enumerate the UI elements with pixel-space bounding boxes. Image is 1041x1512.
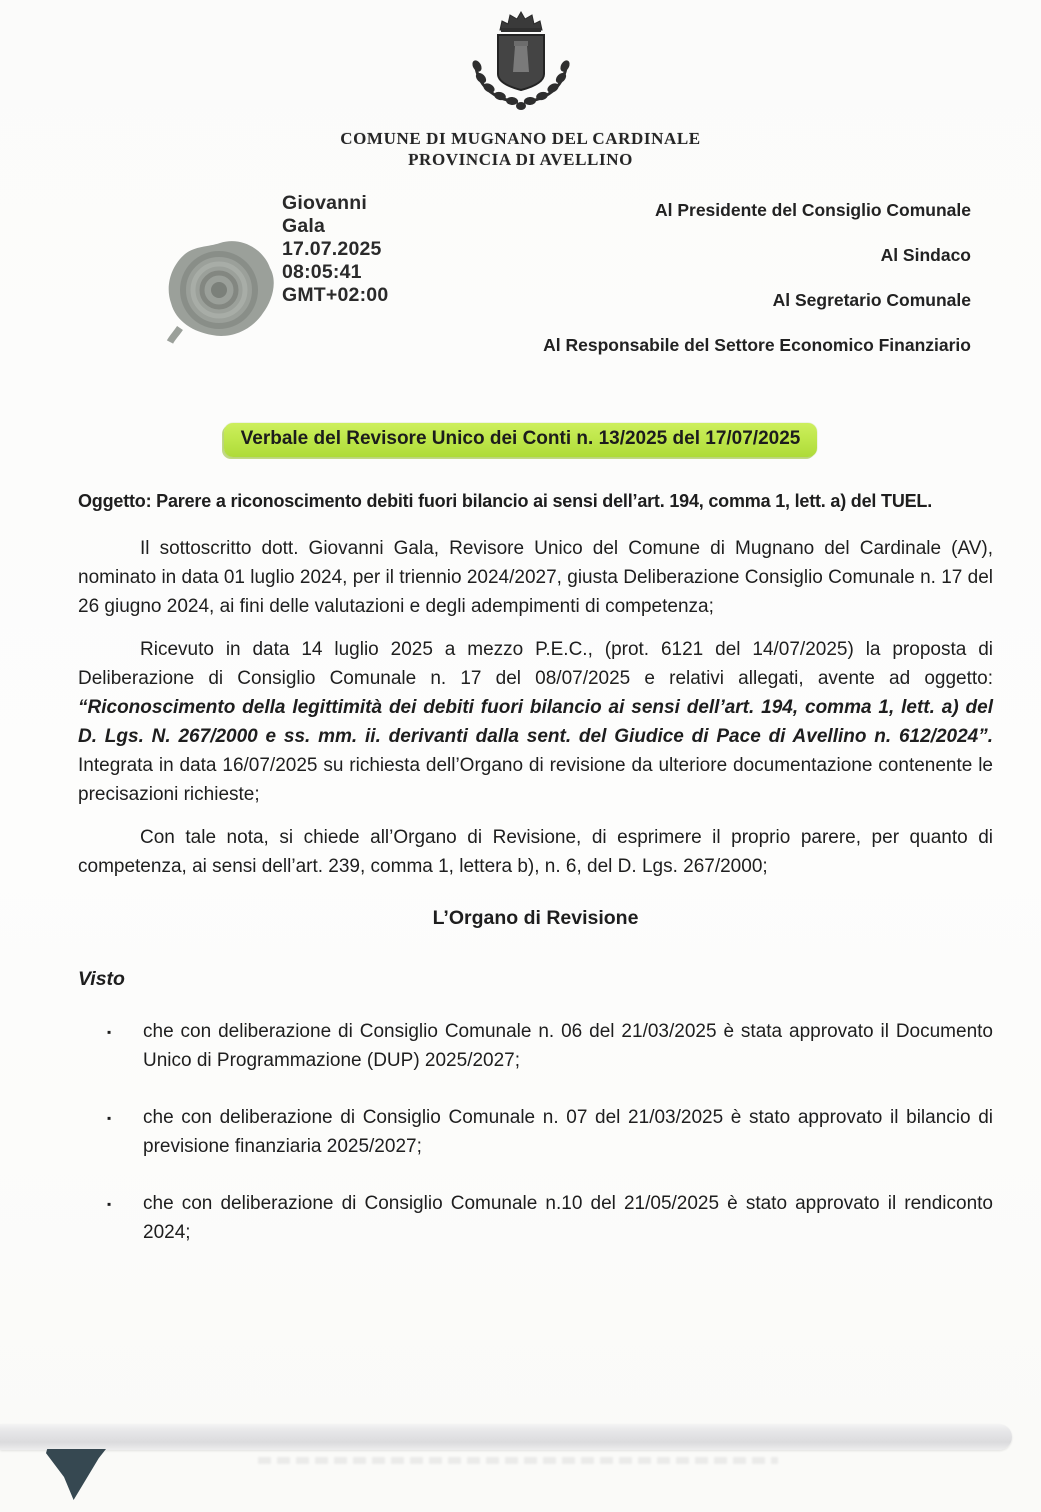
signer-first-name: Giovanni: [282, 192, 368, 214]
stamp-and-recipients-row: [0, 188, 1041, 383]
paragraph-appointment: Il sottoscritto dott. Giovanni Gala, Revisore Unico del Comune di Mugnano del Cardinale (AV), nominato in data 01 luglio 2024, per il triennio 2024/2027, giusta Deliberazione Consiglio Comunale n. 17 del 26 giugno 2024, ai fini delle valutazioni e degli adempimenti di competenza;: [78, 538, 993, 617]
signature-time: 08:05:41: [282, 261, 362, 283]
recipient-line: Al Sindaco: [880, 245, 971, 265]
digital-signature-stamp: [150, 188, 450, 383]
subject-line: Oggetto: Parere a riconoscimento debiti fuori bilancio ai sensi dell’art. 194, comma 1, lett. a) del TUEL.: [78, 491, 933, 511]
document-title-row: [0, 423, 1041, 457]
signature-timezone: GMT+02:00: [282, 284, 389, 306]
recipients-block: [450, 188, 971, 383]
visto-bullet-list: [78, 1017, 993, 1247]
bullet-text: che con deliberazione di Consiglio Comunale n.10 del 21/05/2025 è stato approvato il rendiconto 2024;: [143, 1193, 993, 1243]
document-title-highlight: Verbale del Revisore Unico dei Conti n. 13/2025 del 17/07/2025: [224, 423, 818, 457]
bullet-item: [78, 1017, 993, 1075]
recipient-line: Al Presidente del Consiglio Comunale: [654, 200, 971, 220]
coat-of-arms-icon: [456, 8, 586, 120]
municipality-name: COMUNE DI MUGNANO DEL CARDINALE: [340, 129, 701, 148]
paragraph-2-tail: Integrata in data 16/07/2025 su richiesta dell’Organo di revisione da ulteriore documentazione contenente le precisazioni richieste;: [78, 755, 993, 805]
section-heading: L’Organo di Revisione: [432, 907, 639, 929]
page-edge-band: [0, 1424, 1012, 1450]
province-name: PROVINCIA DI AVELLINO: [408, 150, 633, 169]
signature-date: 17.07.2025: [282, 238, 382, 260]
document-body: [0, 491, 1041, 1247]
municipality-header: [0, 128, 1041, 170]
signer-last-name: Gala: [282, 215, 326, 237]
bullet-text: che con deliberazione di Consiglio Comunale n. 07 del 21/03/2025 è stato approvato il bilancio di previsione finanziaria 2025/2027;: [143, 1107, 993, 1157]
paragraph-request-opinion: Con tale nota, si chiede all’Organo di Revisione, di esprimere il proprio parere, per quanto di competenza, ai sensi dell’art. 239, comma 1, lettera b), n. 6, del D. Lgs. 267/2000;: [78, 827, 993, 877]
bullet-text: che con deliberazione di Consiglio Comunale n. 06 del 21/03/2025 è stata approvato il Documento Unico di Programmazione (DUP) 2025/2027;: [143, 1021, 993, 1071]
paragraph-received-proposal: [78, 635, 993, 809]
recipient-line: Al Segretario Comunale: [772, 290, 971, 310]
visto-heading: Visto: [78, 968, 125, 990]
bullet-item: [78, 1189, 993, 1247]
paragraph-2-lead: Ricevuto in data 14 luglio 2025 a mezzo P.E.C., (prot. 6121 del 14/07/2025) la proposta di Deliberazione di Consiglio Comunale n. 17 del 08/07/2025 e relativi allegati, avente ad oggetto:: [78, 639, 993, 689]
page-corner-fold: [46, 1449, 106, 1500]
signature-stamp-text: [282, 188, 450, 307]
seal-icon: [162, 238, 284, 346]
recipient-line: Al Responsabile del Settore Economico Finanziario: [543, 335, 971, 355]
bullet-item: [78, 1103, 993, 1161]
bleed-through-text-artifact: [258, 1457, 778, 1464]
paragraph-2-quoted-title: “Riconoscimento della legittimità dei debiti fuori bilancio ai sensi dell’art. 194, comma 1, lett. a) del D. Lgs. N. 267/2000 e ss. mm. ii. derivanti dalla sent. del Giudice di Pace di Avellino n. 612/2024”.: [78, 697, 993, 747]
